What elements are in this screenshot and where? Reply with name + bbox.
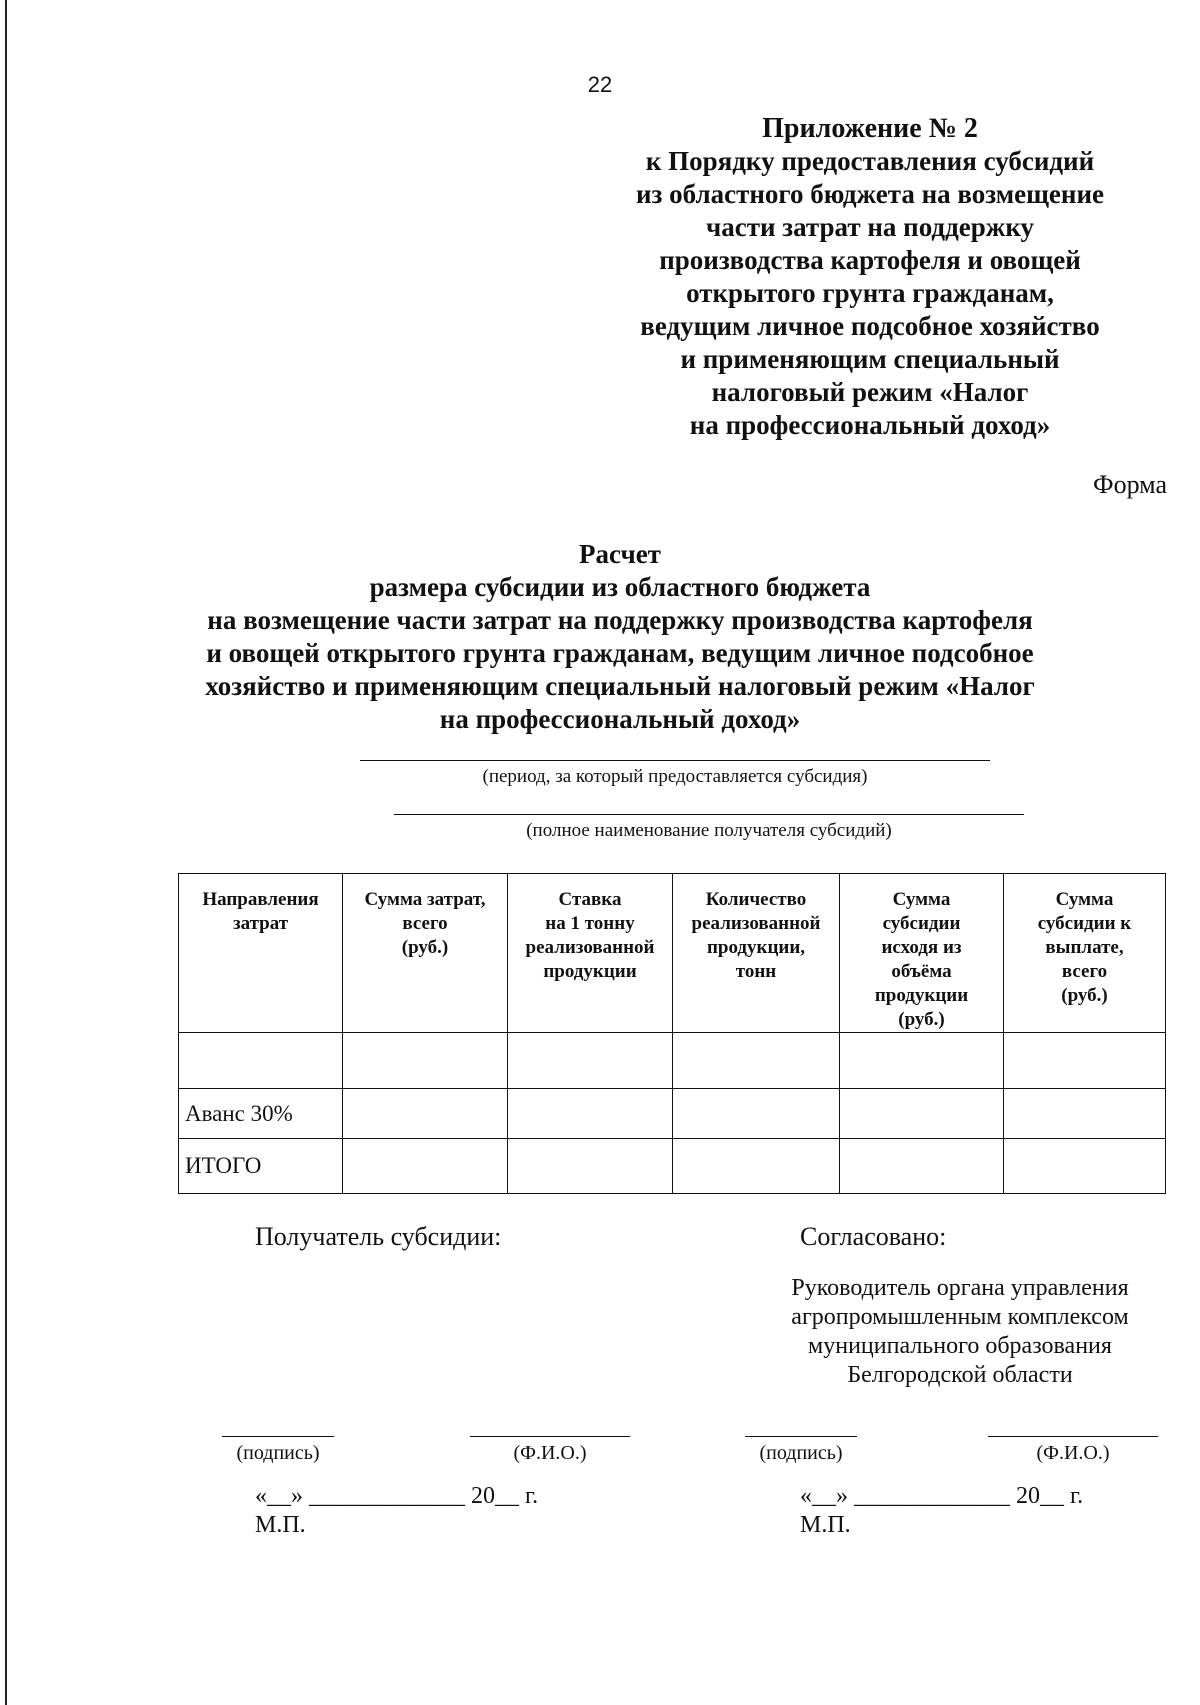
header-rate-per-ton: Ставка на 1 тонну реализованной продукции (508, 874, 673, 1033)
subsidy-calculation-table (178, 873, 1166, 1194)
appendix-line: из областного бюджета на возмещение (636, 179, 1104, 209)
table-row-total (179, 1139, 1166, 1194)
table-cell[interactable] (179, 1033, 343, 1089)
calculation-title (150, 538, 1090, 736)
table-cell[interactable] (343, 1033, 508, 1089)
recipient-date[interactable]: «__» _____________ 20__ г. (255, 1483, 539, 1509)
recipient-label: Получатель субсидии: (255, 1222, 502, 1251)
table-cell[interactable] (1004, 1139, 1166, 1194)
calc-title-line: размера субсидии из областного бюджета (369, 572, 871, 602)
table-row (179, 1033, 1166, 1089)
appendix-line: Приложение № 2 (762, 113, 978, 144)
appendix-line: к Порядку предоставления субсидий (645, 146, 1095, 176)
table-cell[interactable] (343, 1139, 508, 1194)
calc-title-line: на возмещение части затрат на поддержку производства картофеля (207, 605, 1033, 635)
page-number: 22 (587, 72, 613, 97)
table-row-advance (179, 1089, 1166, 1139)
head-title-line: муниципального образования (808, 1333, 1112, 1359)
head-date[interactable]: «__» _____________ 20__ г. (800, 1483, 1084, 1509)
calc-title-line: хозяйство и применяющим специальный налоговый режим «Налог (205, 671, 1035, 701)
period-fill-line[interactable] (360, 760, 990, 761)
form-label: Форма (1093, 470, 1167, 499)
calc-title-line: на профессиональный доход» (439, 704, 801, 734)
head-name-line[interactable] (988, 1436, 1158, 1437)
appendix-line: и применяющим специальный (680, 344, 1060, 374)
head-name-caption: (Ф.И.О.) (1036, 1442, 1110, 1464)
appendix-line: на профессиональный доход» (689, 410, 1051, 440)
table-header-row (179, 874, 1166, 1033)
head-title-line: Белгородской области (847, 1362, 1073, 1388)
header-subsidy-by-volume: Сумма субсидии исходя из объёма продукции (руб.) (840, 874, 1004, 1033)
agreed-label: Согласовано: (800, 1222, 947, 1251)
head-title-line: Руководитель органа управления (791, 1275, 1129, 1301)
appendix-line: части затрат на поддержку (705, 212, 1034, 242)
table-cell[interactable] (508, 1089, 673, 1139)
header-quantity-sold: Количество реализованной продукции, тонн (673, 874, 840, 1033)
table-cell[interactable] (673, 1033, 840, 1089)
header-total-costs: Сумма затрат, всего (руб.) (343, 874, 508, 1033)
recipient-name-caption: (Ф.И.О.) (513, 1442, 587, 1464)
head-signature-line[interactable] (745, 1436, 857, 1437)
head-title-block (760, 1274, 1160, 1390)
table-cell[interactable] (673, 1139, 840, 1194)
table-cell[interactable] (1004, 1033, 1166, 1089)
recipient-stamp-place: М.П. (255, 1512, 306, 1538)
recipient-signature-line[interactable] (222, 1436, 334, 1437)
header-cost-direction: Направления затрат (179, 874, 343, 1033)
table-cell[interactable] (508, 1033, 673, 1089)
appendix-line: ведущим личное подсобное хозяйство (640, 311, 1100, 341)
appendix-block (580, 112, 1160, 442)
table-cell[interactable] (840, 1139, 1004, 1194)
head-signature-caption: (подпись) (759, 1442, 843, 1464)
head-title-line: агропромышленным комплексом (791, 1304, 1129, 1330)
recipient-name-caption: (полное наименование получателя субсидий) (526, 820, 892, 841)
recipient-name-line[interactable] (470, 1436, 630, 1437)
table-cell[interactable] (673, 1089, 840, 1139)
appendix-line: производства картофеля и овощей (659, 245, 1081, 275)
table-cell[interactable] (1004, 1089, 1166, 1139)
scan-edge-line (5, 0, 7, 1705)
head-stamp-place: М.П. (800, 1512, 851, 1538)
calc-title-line: Расчет (579, 539, 661, 569)
table-cell: Аванс 30% (179, 1089, 343, 1139)
recipient-name-fill-line[interactable] (394, 814, 1024, 815)
appendix-line: налоговый режим «Налог (711, 377, 1029, 407)
period-caption: (период, за который предоставляется субсидия) (482, 766, 868, 787)
table-cell[interactable] (343, 1089, 508, 1139)
calc-title-line: и овощей открытого грунта гражданам, ведущим личное подсобное (206, 638, 1034, 668)
recipient-signature-caption: (подпись) (236, 1442, 320, 1464)
table-cell[interactable] (508, 1139, 673, 1194)
appendix-line: открытого грунта гражданам, (686, 278, 1054, 308)
table-cell: ИТОГО (179, 1139, 343, 1194)
table-cell[interactable] (840, 1033, 1004, 1089)
table-cell[interactable] (840, 1089, 1004, 1139)
header-subsidy-payable: Сумма субсидии к выплате, всего (руб.) (1004, 874, 1166, 1033)
